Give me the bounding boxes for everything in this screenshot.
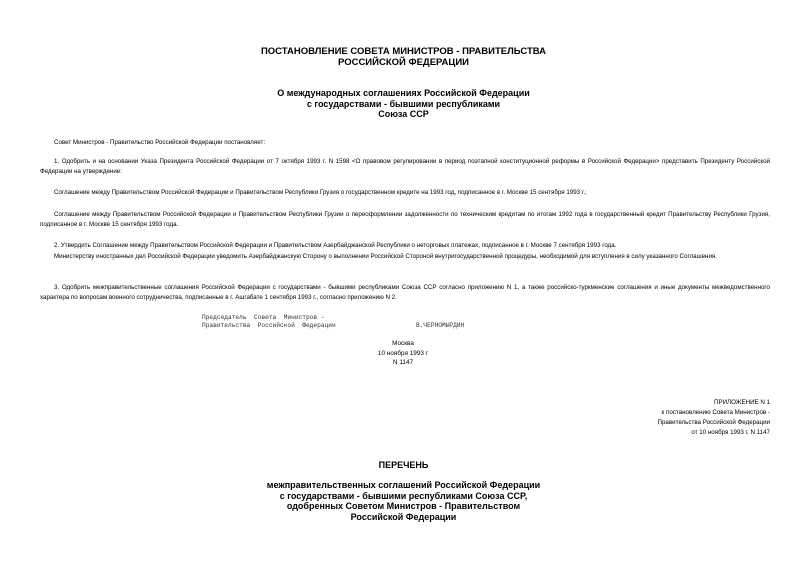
subtitle-line-2: с государствами - бывшими республиками <box>306 98 501 109</box>
document-subtitle <box>0 88 807 120</box>
appendix-line-1: к постановлению Совета Министров - <box>661 409 770 416</box>
list-line-3: одобренных Советом Министров - Правительством <box>286 501 521 511</box>
paragraph-4b: Министерству иностранных дел Российской Федерации уведомить Азербайджанскую Сторону о выполнении Российской Стороной внутригосударственной процедуры, необходимой для вступления в силу указанного Соглашения. <box>54 253 717 260</box>
appendix-label: ПРИЛОЖЕНИЕ N 1 <box>714 399 770 406</box>
title-line-2: РОССИЙСКОЙ ФЕДЕРАЦИИ <box>337 57 469 68</box>
list-line-4: Российской Федерации <box>350 511 457 522</box>
paragraph-3: Соглашение между Правительством Российской Федерации и Правительством Республики Грузии о переоформлении задолженности по техническим кредитам по итогам 1992 года в государственный кредит Правительству Республики Грузия, подписанное в г. Москве 15 сентября 1993 года. <box>40 211 770 228</box>
signature-name: В.ЧЕРНОМЫРДИН <box>416 322 465 329</box>
appendix-line-3: от 10 ноября 1993 г. N 1147 <box>691 429 770 436</box>
appendix-line-2: Правительства Российской Федерации <box>657 419 770 426</box>
subtitle-line-3: Союза ССР <box>378 109 429 119</box>
paragraph-5: 3. Одобрить межправительственные соглашения Российской Федерации с государствами - бывшими республиками Союза ССР согласно приложению N 1, а также российско-туркменские соглашения и иные документы межведомственного характера по вопросам военного сотрудничества, подписанные в г. Ашгабате 1 сентября 1993 г., согласно приложению N 2. <box>40 284 770 301</box>
list-title: ПЕРЕЧЕНЬ <box>378 460 429 470</box>
signature-line-1: Председатель Совета Министров - <box>202 314 325 321</box>
paragraph-2: Соглашение между Правительством Российской Федерации и Правительством Республики Грузия о государственном кредите на 1993 год, подписанное в г. Москве 15 сентября 1993 г.; <box>54 189 587 196</box>
paragraph-preamble: Совет Министров - Правительство Российской Федерации постановляет: <box>54 139 266 146</box>
place-date-value: 10 ноября 1993 г <box>377 349 429 357</box>
document-title <box>0 46 807 68</box>
signature-line-2: Правительства Российской Федерации <box>202 322 336 329</box>
subtitle-line-1: О международных соглашениях Российской Федерации <box>277 88 530 98</box>
appendix-header <box>658 398 771 438</box>
list-line-2: с государствами - бывшими республиками Союза ССР, <box>279 490 528 501</box>
title-line-1: ПОСТАНОВЛЕНИЕ СОВЕТА МИНИСТРОВ - ПРАВИТЕЛЬСТВА <box>260 46 547 57</box>
place-date <box>360 339 446 368</box>
list-heading <box>0 460 807 471</box>
place-city: Москва <box>392 340 414 347</box>
document-number: N 1147 <box>392 359 414 366</box>
paragraph-1: 1. Одобрить и на основании Указа Президента Российской Федерации от 7 октября 1993 г. N 1598 <О правовом регулировании в период поэтапной конституционной реформы в Российской Федерации> представить Президенту Российской Федерации на утверждение: <box>40 158 770 175</box>
paragraph-4a: 2. Утвердить Соглашение между Правительством Российской Федерации и Правительством Азербайджанской Республики о неторговых платежах, подписанное в г. Москве 7 сентября 1993 года. <box>54 242 617 249</box>
list-line-1: межправительственных соглашений Российской Федерации <box>266 480 541 490</box>
list-subtitle <box>0 480 807 522</box>
